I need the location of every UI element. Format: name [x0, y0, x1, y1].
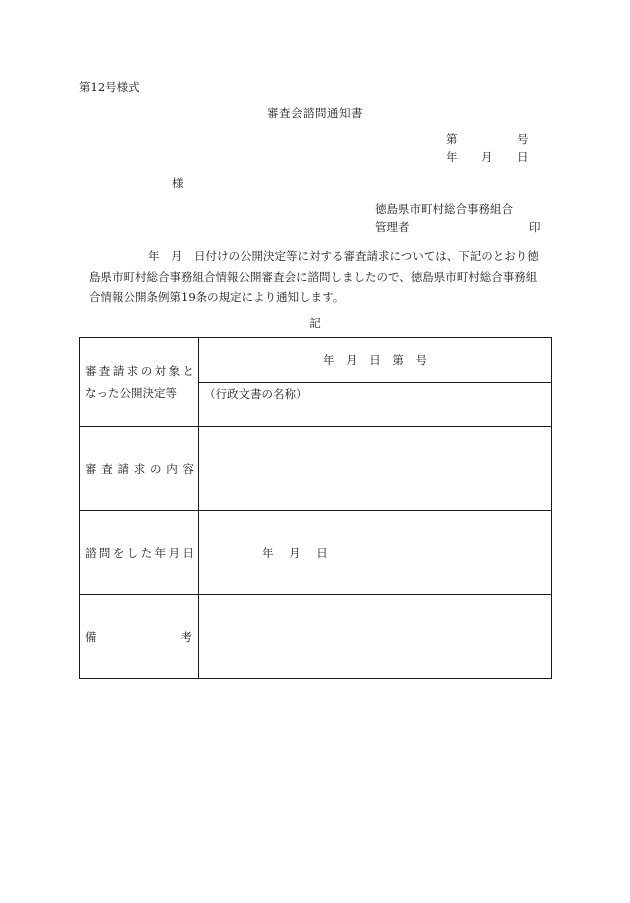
seal-mark: 印: [529, 220, 541, 234]
date-month-label: 月: [481, 150, 493, 164]
target-decision-label-line-2: なった公開決定等: [85, 386, 177, 400]
remarks-label: [80, 629, 198, 645]
document-title: 審査会諮問通知書: [267, 106, 363, 120]
addressee-suffix: 様: [172, 176, 184, 190]
document-number-suffix: 号: [517, 132, 529, 146]
table-row: [80, 595, 552, 679]
remarks-value-cell: [199, 595, 552, 679]
request-content-value-cell: [199, 427, 552, 511]
inquiry-date-label-cell: [80, 511, 199, 595]
date-year-label: 年: [446, 150, 458, 164]
issuer-manager-label: 管理者: [375, 220, 410, 234]
details-table: [79, 337, 552, 679]
date-day-label: 日: [517, 150, 529, 164]
inquiry-date-value: 年 月 日: [199, 511, 552, 595]
body-text-line-3: 合情報公開条例第19条の規定により通知します。: [89, 290, 345, 304]
document-name-cell: （行政文書の名称）: [199, 383, 552, 427]
table-row: [80, 338, 552, 383]
form-number: 第12号様式: [79, 80, 140, 94]
remarks-label-right: 考: [180, 629, 192, 644]
body-text-line-1: 年 月 日付けの公開決定等に対する審査請求については、下記のとおり徳: [148, 249, 539, 263]
request-content-label-cell: [80, 427, 199, 511]
target-decision-label-cell: [80, 338, 199, 427]
target-decision-label-line-1: 審査請求の対象と: [85, 364, 194, 378]
document-number-label: 第: [446, 132, 458, 146]
request-content-label: 審査請求の内容: [85, 461, 194, 476]
inquiry-date-label: 諮問をした年月日: [85, 545, 194, 560]
target-decision-date-number: 年 月 日 第 号: [199, 338, 552, 383]
body-text-line-2: 島県市町村総合事務組合情報公開審査会に諮問しましたので、徳島県市町村総合事務組: [89, 270, 538, 284]
remarks-label-left: 備: [85, 629, 97, 644]
remarks-label-cell: [80, 595, 199, 679]
table-row: [80, 427, 552, 511]
table-row: [80, 511, 552, 595]
ki-heading: 記: [309, 316, 321, 330]
issuer-organization: 徳島県市町村総合事務組合: [375, 202, 513, 216]
